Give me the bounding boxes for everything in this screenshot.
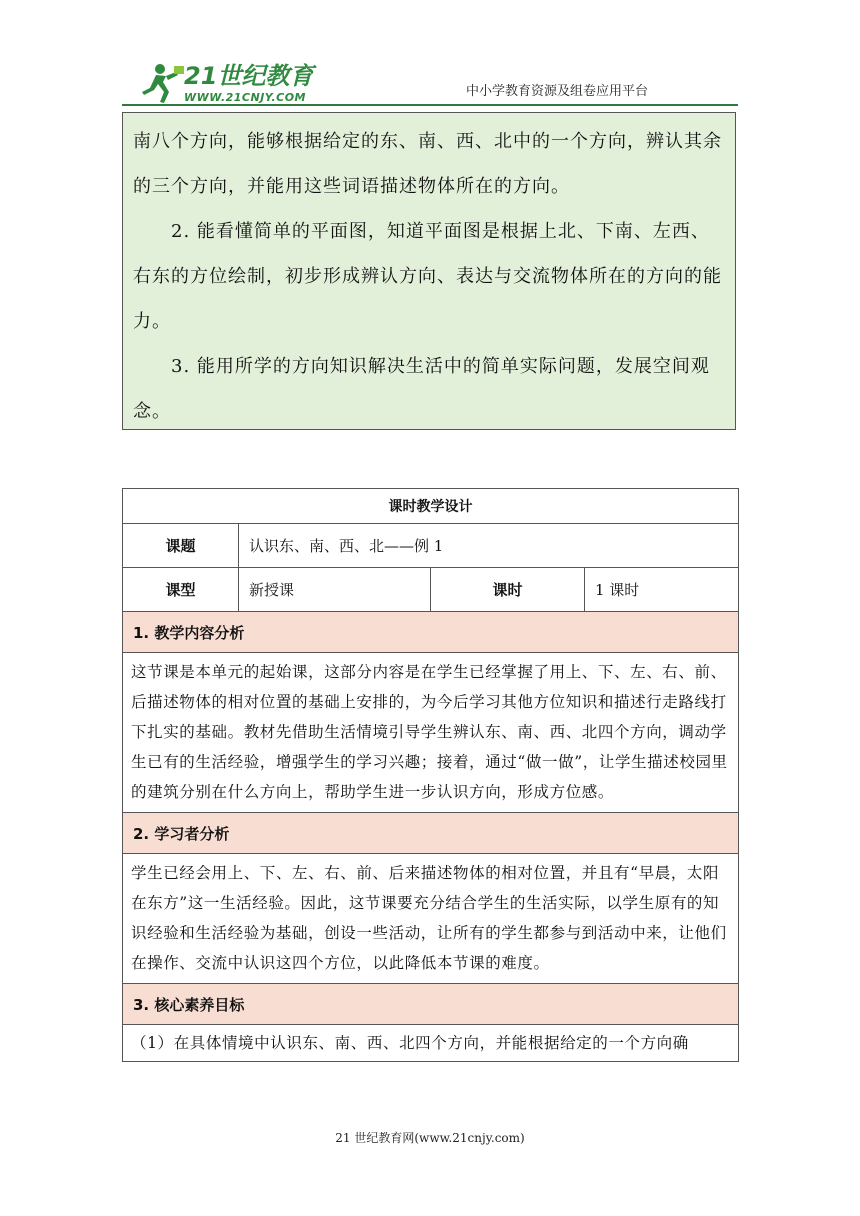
table-title: 课时教学设计 bbox=[123, 489, 739, 524]
type-label: 课型 bbox=[123, 568, 239, 612]
objective-paragraph-1: 南八个方向，能够根据给定的东、南、西、北中的一个方向，辨认其余的三个方向，并能用这些词语描述物体所在的方向。 bbox=[133, 131, 722, 197]
section-learner-analysis-text: 学生已经会用上、下、左、右、前、后来描述物体的相对位置，并且有“早晨，太阳在东方”这一生活经验。因此，这节课要充分结合学生的生活实际，以学生原有的知识经验和生活经验为基础，创设一些活动，让所有的学生都参与到活动中来，让他们在操作、交流中认识这四个方位，以此降低本节课的难度。 bbox=[123, 854, 739, 984]
objectives-box bbox=[122, 112, 736, 430]
type-value: 新授课 bbox=[239, 568, 431, 612]
page-footer: 21 世纪教育网(www.21cnjy.com) bbox=[335, 1131, 525, 1145]
page-header bbox=[0, 0, 860, 110]
section-core-goals-text: （1）在具体情境中认识东、南、西、北四个方向，并能根据给定的一个方向确 bbox=[123, 1025, 739, 1062]
section-learner-analysis-title: 2. 学习者分析 bbox=[123, 813, 739, 854]
logo-url: WWW.21CNJY.COM bbox=[184, 91, 306, 104]
objective-paragraph-3: 3. 能用所学的方向知识解决生活中的简单实际问题，发展空间观念。 bbox=[133, 356, 710, 422]
section-core-goals-title: 3. 核心素养目标 bbox=[123, 984, 739, 1025]
topic-label: 课题 bbox=[123, 524, 239, 568]
objective-paragraph-2: 2. 能看懂简单的平面图，知道平面图是根据上北、下南、左西、右东的方位绘制，初步形成辨认方向、表达与交流物体所在的方向的能力。 bbox=[133, 221, 722, 332]
site-logo bbox=[136, 62, 316, 106]
topic-value: 认识东、南、西、北——例 1 bbox=[239, 524, 739, 568]
platform-name: 中小学教育资源及组卷应用平台 bbox=[466, 84, 649, 99]
runner-logo-icon bbox=[136, 62, 186, 106]
period-label: 课时 bbox=[431, 568, 585, 612]
logo-title: 21世纪教育 bbox=[184, 62, 314, 90]
header-divider bbox=[122, 104, 738, 106]
section-content-analysis-text: 这节课是本单元的起始课，这部分内容是在学生已经掌握了用上、下、左、右、前、后描述物体的相对位置的基础上安排的，为今后学习其他方位知识和描述行走路线打下扎实的基础。教材先借助生活情境引导学生辨认东、南、西、北四个方向，调动学生已有的生活经验，增强学生的学习兴趣；接着，通过“做一做”，让学生描述校园里的建筑分别在什么方向上，帮助学生进一步认识方向，形成方位感。 bbox=[123, 653, 739, 813]
period-value: 1 课时 bbox=[585, 568, 739, 612]
section-content-analysis-title: 1. 教学内容分析 bbox=[123, 612, 739, 653]
lesson-design-table bbox=[122, 488, 739, 1062]
